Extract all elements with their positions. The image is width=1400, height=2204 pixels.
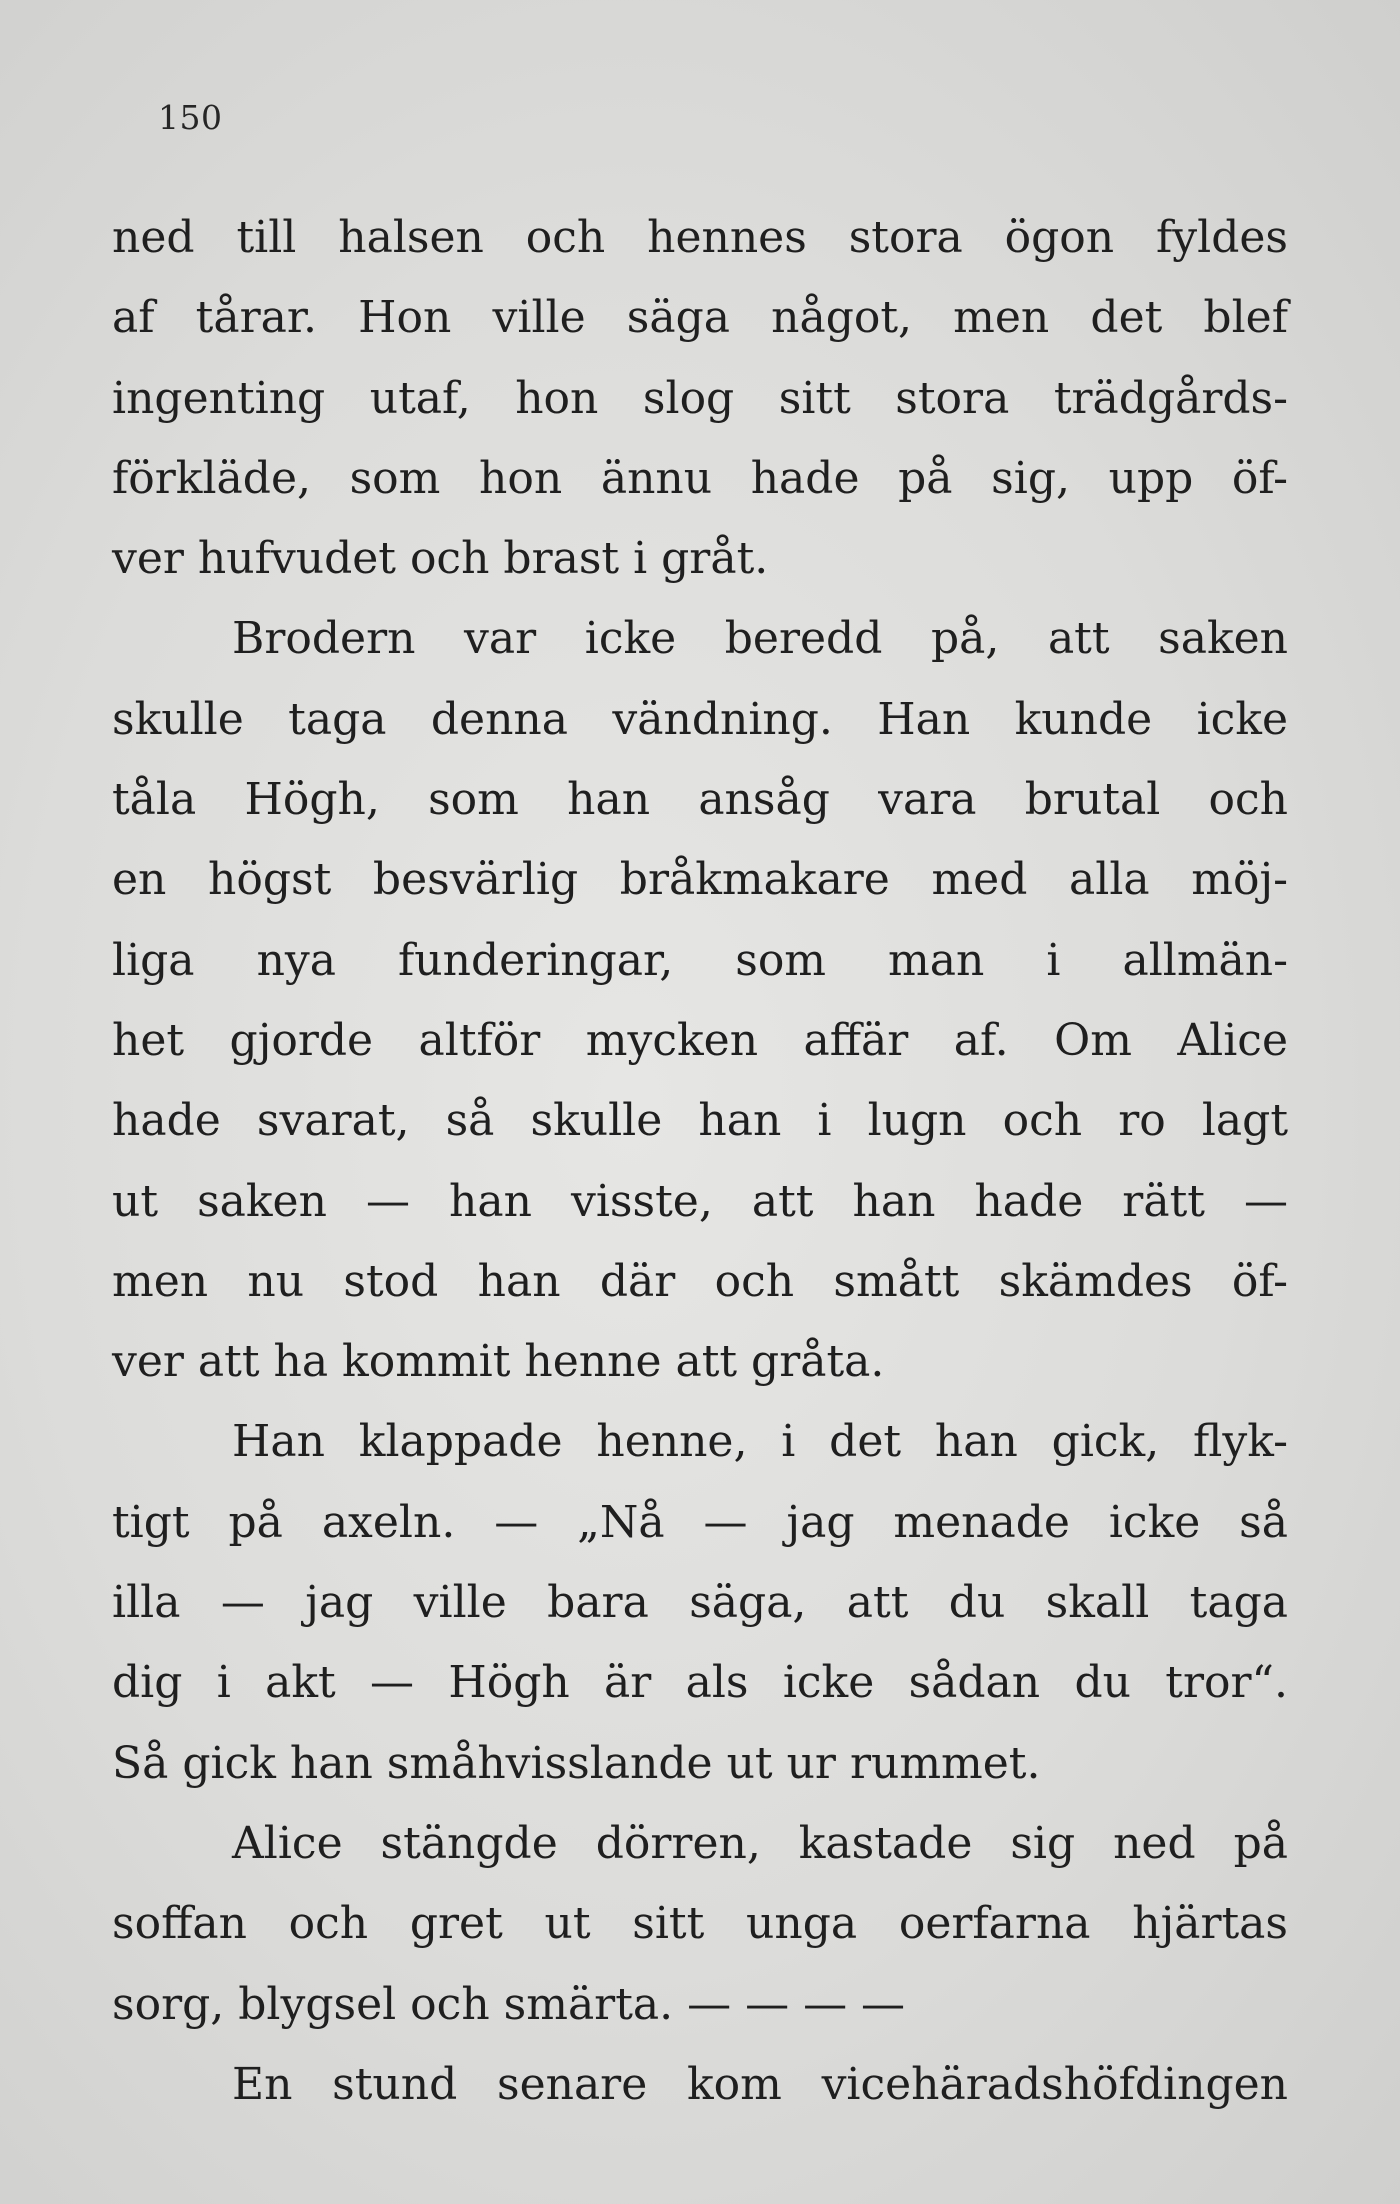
text-line: förkläde, som hon ännu hade på sig, upp öf- [112, 452, 1288, 504]
text-line: En stund senare kom vicehäradshöfdingen [232, 2058, 1288, 2110]
text-line: dig i akt — Högh är als icke sådan du tror“. [112, 1657, 1288, 1709]
text-line: sorg, blygsel och smärta. — — — — [112, 1978, 906, 2030]
text-line: Så gick han småhvisslande ut ur rummet. [112, 1737, 1041, 1789]
text-line: ver att ha kommit henne att gråta. [112, 1336, 885, 1388]
text-line: soffan och gret ut sitt unga oerfarna hjärtas [112, 1898, 1288, 1950]
text-line: en högst besvärlig bråkmakare med alla möj- [112, 854, 1288, 906]
text-line: tåla Högh, som han ansåg vara brutal och [112, 774, 1288, 826]
text-line: ver hufvudet och brast i gråt. [112, 533, 769, 585]
text-line: Alice stängde dörren, kastade sig ned på [232, 1817, 1288, 1869]
text-line: men nu stod han där och smått skämdes öf- [112, 1255, 1288, 1307]
text-line: ned till halsen och hennes stora ögon fyldes [112, 212, 1288, 263]
text-line: illa — jag ville bara säga, att du skall taga [112, 1577, 1288, 1629]
text-line: ut saken — han visste, att han hade rätt — [112, 1175, 1288, 1227]
text-line: Han klappade henne, i det han gick, flyk- [232, 1416, 1288, 1468]
text-line: hade svarat, så skulle han i lugn och ro lagt [112, 1095, 1288, 1147]
text-line: liga nya funderingar, som man i allmän- [112, 934, 1288, 986]
text-line: het gjorde altför mycken affär af. Om Alice [112, 1014, 1288, 1066]
text-line: ingenting utaf, hon slog sitt stora trädgårds- [112, 372, 1288, 424]
text-line: Brodern var icke beredd på, att saken [232, 613, 1288, 665]
text-line: skulle taga denna vändning. Han kunde icke [112, 693, 1288, 745]
body-text [112, 198, 1288, 2125]
text-line: tigt på axeln. — „Nå — jag menade icke så [112, 1496, 1288, 1548]
text-line: af tårar. Hon ville säga något, men det blef [112, 292, 1288, 344]
page-number: 150 [158, 98, 223, 137]
